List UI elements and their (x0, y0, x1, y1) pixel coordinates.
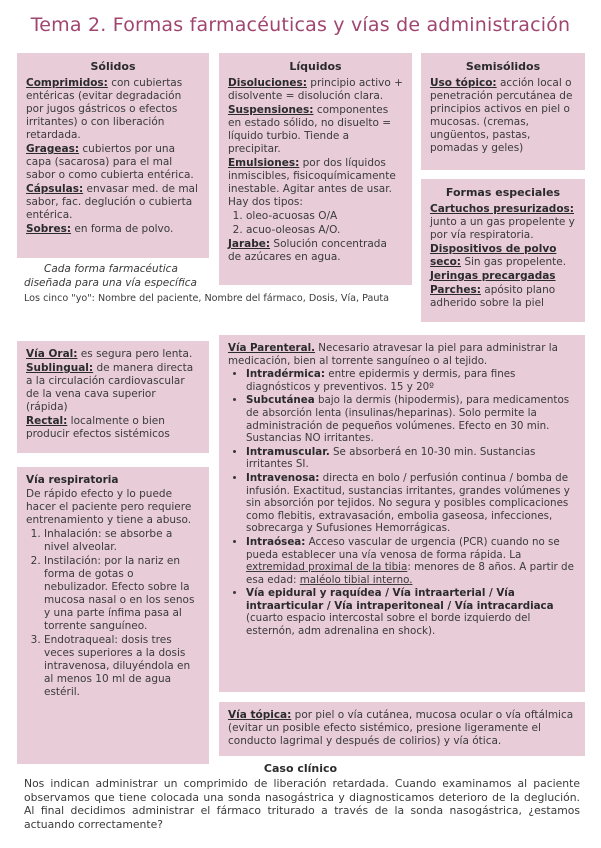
respiratoria-item: 1. Inhalación: se absorbe a nivel alveolar. (44, 528, 200, 554)
solidos-heading: Sólidos (90, 60, 136, 73)
semisolidos-box (421, 53, 585, 170)
solidos-item: Grageas: cubiertos por una capa (sacarosa) para el mal sabor o como cubierta entérica. (26, 143, 194, 181)
parenteral-box (219, 335, 585, 692)
parenteral-item: • Intravenosa: directa en bolo / perfusión continua / bomba de infusión. Exactitud, sustancias irritantes, grandes volúmenes y sin absorción por tejidos. No segura y posibles complicaciones como flebitis, extravasación, embolia gaseosa, infecciones, sobrecarga y Sufusiones Hemorrágicas. (246, 472, 576, 535)
semisolidos-text: Uso tópico: acción local o penetración percutánea de principios activos en piel o mucosas. (cremas, ungüentos, pastas, pomadas y geles) (430, 77, 573, 154)
note-line-1: Cada forma farmacéutica (44, 263, 178, 275)
liquidos-heading: Líquidos (289, 60, 342, 73)
parenteral-item: • Intramuscular. Se absorberá en 10-30 min. Sustancias irritantes SI. (246, 446, 576, 471)
liquidos-box (219, 53, 412, 285)
respiratoria-box (17, 467, 209, 764)
parenteral-list (228, 368, 576, 637)
respiratoria-intro: De rápido efecto y lo puede hacer el paciente pero requiere entrenamiento y tiene a abuso. (26, 488, 192, 526)
liquidos-item: Suspensiones: componentes en estado sólido, no disuelto = líquido turbio. Tiende a precipitar. (228, 104, 392, 155)
solidos-box (17, 53, 209, 258)
page-title: Tema 2. Formas farmacéuticas y vías de administración (30, 14, 571, 36)
semisolidos-heading: Semisólidos (465, 60, 541, 73)
respiratoria-item: 3. Endotraqueal: dosis tres veces superiores a la dosis intravenosa, diluyéndola en al menos 10 ml de agua estéril. (44, 634, 200, 699)
topica-box (219, 702, 585, 756)
parenteral-item: • Intradérmica: entre epidermis y dermis, para fines diagnósticos y preventivos. 15 y 20º (246, 368, 576, 393)
oral-box (17, 341, 209, 453)
parenteral-intro: Vía Parenteral. Necesario atravesar la piel para administrar la medicación, bien al torrente sanguíneo o al tejido. (228, 342, 558, 367)
oral-item: Rectal: localmente o bien producir efectos sistémicos (26, 415, 170, 440)
parenteral-item: • Vía epidural y raquídea / Vía intraarterial / Vía intraarticular / Vía intraperitoneal / Vía intracardiaca (cuarto espacio intercostal sobre el borde izquierdo del esternón, adm adrenalina en shock). (246, 587, 576, 637)
caso-text: Nos indican administrar un comprimido de liberación retardada. Cuando examinamos al paciente observamos que tiene colocada una sonda nasogástrica y diagnosticamos deterioro de la deglución. Al final decidimos administrar el fármaco triturado a través de la sonda nasogástrica, ¿estamos actuando correctamente? (24, 777, 580, 831)
especiales-heading: Formas especiales (445, 186, 561, 199)
emulsion-type: 2. acuo-oleosas A/O. (246, 224, 403, 237)
emulsion-types-list (228, 210, 403, 237)
respiratoria-item: 2. Instilación: por la nariz en forma de gotas o nebulizador. Efecto sobre la mucosa nasal o en los senos y una parte ínfima pasa al torrente sanguíneo. (44, 555, 200, 633)
note-line-2: diseñada para una vía específica (24, 277, 197, 289)
emulsion-type: 1. oleo-acuosas O/A (246, 210, 403, 223)
especiales-item: Dispositivos de polvo seco: Sin gas propelente. (430, 243, 567, 268)
especiales-item: Cartuchos presurizados: junto a un gas propelente y por vía respiratoria. (430, 203, 575, 241)
solidos-item: Comprimidos: con cubiertas entéricas (evitar degradación por jugos gástricos o efectos irritantes) o con liberación retardada. (26, 77, 183, 141)
solidos-item: Sobres: en forma de polvo. (26, 223, 174, 235)
liquidos-item: Emulsiones: por dos líquidos inmiscibles, fisicoquímicamente inestable. Agitar antes de usar. Hay dos tipos: (228, 157, 396, 208)
especiales-box (421, 179, 585, 322)
especiales-item: Jeringas precargadas (430, 270, 556, 282)
oral-item: Vía Oral: es segura pero lenta. (26, 348, 193, 360)
oral-item: Sublingual: de manera directa a la circulación cardiovascular de la vena cava superior (rápida) (26, 362, 194, 413)
especiales-item: Parches: apósito plano adherido sobre la piel (430, 284, 556, 309)
topica-text: Vía tópica: por piel o vía cutánea, mucosa ocular o vía oftálmica (evitar un posible efecto sistémico, presione ligeramente el conducto lagrimal y después de colirios) y vía ótica. (228, 709, 574, 747)
liquidos-item: Jarabe: Solución concentrada de azúcares en agua. (228, 238, 387, 263)
note-line-3: Los cinco "yo": Nombre del paciente, Nombre del fármaco, Dosis, Vía, Pauta (24, 293, 390, 304)
caso-heading: Caso clínico (263, 762, 338, 775)
respiratoria-heading: Vía respiratoria (26, 474, 119, 486)
liquidos-item: Disoluciones: principio activo + disolvente = disolución clara. (228, 77, 403, 102)
solidos-item: Cápsulas: envasar med. de mal sabor, fac. deglución o cubierta entérica. (26, 183, 198, 221)
respiratoria-list (26, 528, 200, 699)
parenteral-item: • Subcutánea bajo la dermis (hipodermis), para medicamentos de absorción lenta (insulinas/heparinas). Solo permite la administración de pequeños volúmenes. Efecto en 30 min. Sustancias NO irritantes. (246, 394, 576, 444)
parenteral-item: • Intraósea: Acceso vascular de urgencia (PCR) cuando no se pueda establecer una vía venosa de forma rápida. La extremidad proximal de la tibia: menores de 8 años. A partir de esa edad: maléolo tibial interno. (246, 536, 576, 586)
